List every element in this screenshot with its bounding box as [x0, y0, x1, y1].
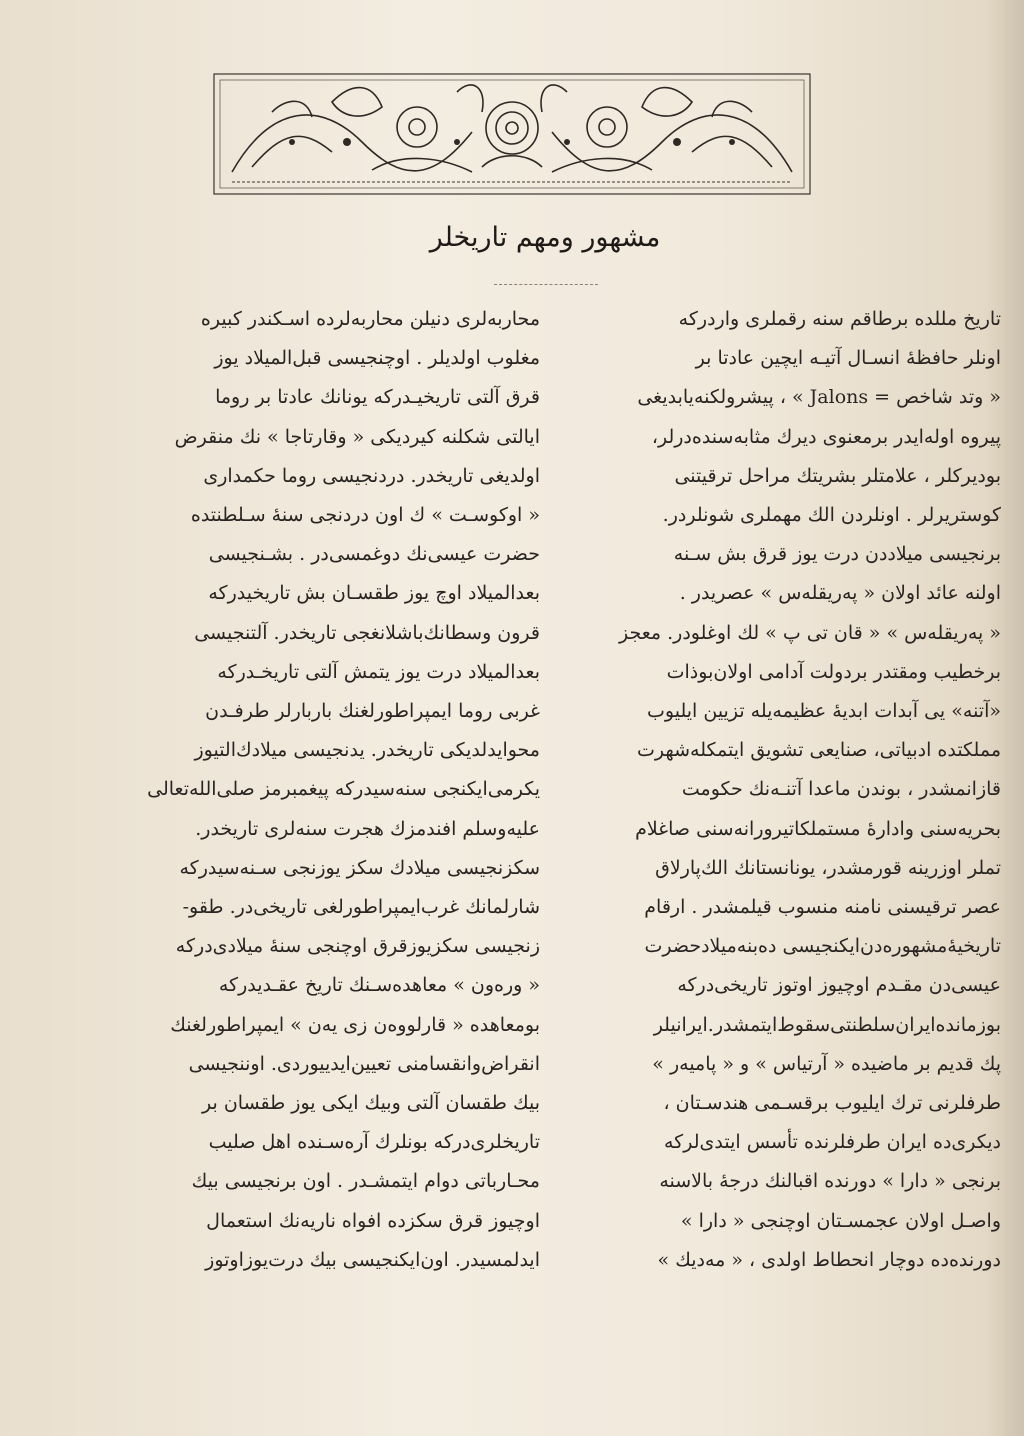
text-line: قازانمشدر ، بوندن ماعدا آتنـه‌نك حکومت — [681, 778, 1001, 801]
text-line: سکزنجیسی میلادك سکز یوزنجی سـنه‌سیدرکه — [179, 856, 540, 879]
text-line: مغلوب اولدیلر . اوچنجیسی قبل‌المیلاد یوز — [214, 347, 540, 370]
text-line: بعدالمیلاد درت یوز یتمش آلتی تاریخـدرکه — [217, 660, 540, 683]
text-line: حضرت عیسی‌نك دوغمسی‌در . بشـنجیسی — [208, 543, 540, 566]
text-line: انقراض‌وانقسامنی تعیین‌ایدییوردی. اوننجیسی — [188, 1052, 540, 1075]
text-line: زنجیسی سکزیوزقرق اوچنجی سنهٔ میلادی‌درکه — [175, 935, 540, 958]
text-line: عصر ترقیسنی نامنه منسوب قیلمشدر . ارقام — [644, 896, 1001, 919]
text-line: طرفلرنی ترك ایلیوب برقسـمی هندسـتان ، — [663, 1092, 1001, 1115]
text-line: تاریخیهٔ‌مشهوره‌دن‌ایکنجیسی ده‌بنه‌میلاد‌حضرت — [644, 935, 1001, 958]
text-line: بعدالمیلاد اوچ یوز طقسـان بش تاریخیدرکه — [208, 582, 540, 605]
text-line: مملکتده ادبیاتی، صنایعی تشویق ایتمکله‌شهرت — [636, 739, 1001, 762]
text-line: محاربه‌لری دنیلن محاربه‌لرده اسـکندر کبیره — [200, 308, 540, 330]
text-line: قرق آلتی تاریخیـدرکه یونانك عادتا بر روما — [215, 386, 540, 409]
text-line: اوچیوز قرق سکزده افواه ناریه‌نك استعمال — [206, 1209, 540, 1232]
text-line: « وتد شاخص = Jalons » ، پیشرولکنه‌یابدیغی — [637, 386, 1001, 409]
text-line: دورنده‌ده دوچار انحطاط اولدی ، « مەدیك » — [657, 1248, 1001, 1271]
text-line: یکرمی‌ایکنجی سنه‌سیدرکه پیغمبرمز صلی‌الله‌تعالی — [147, 778, 540, 801]
text-line: ایدلمسیدر. اون‌ایکنجیسی بیك درت‌یوزاوتوز — [205, 1248, 540, 1271]
text-line: پك قدیم بر ماضیده « آرتیاس » و « پامیەر » — [652, 1052, 1001, 1075]
text-line: تاریخلری‌درکه بونلرك آره‌سـنده اهل صلیب — [208, 1131, 540, 1154]
title-divider — [494, 284, 598, 287]
text-line: بیك طقسان آلتی وبیك ایکی یوز طقسان بر — [202, 1092, 540, 1115]
text-line: برنجیسی میلاددن درت یوز قرق بش سـنه — [673, 543, 1001, 566]
text-line: غربی روما ایمپراطورلغنك باربارلر طرفـدن — [205, 700, 540, 723]
decorative-header-ornament — [212, 72, 812, 196]
text-line: تاریخ مللده برطاقم سنه رقملری واردرکه — [678, 308, 1001, 330]
text-line: برنجی « دارا » دورنده اقبالنك درجهٔ بالاسنه — [659, 1170, 1001, 1193]
text-column-right — [596, 300, 1001, 1280]
text-line: اونلر حافظهٔ انسـال آتیـه ایچین عادتا بر — [695, 347, 1001, 370]
text-line: «آتنه» یی آبدات ابدیهٔ عظیمه‌یله تزیین ایلیوب — [647, 700, 1001, 723]
text-line: عیسی‌دن مقـدم اوچیوز اوتوز تاریخی‌درکه — [677, 974, 1001, 997]
text-line: محـارباتی دوام ایتمشـدر . اون برنجیسی بیك — [191, 1170, 540, 1193]
text-line: بحریه‌سنی وادارهٔ مستملکاتیرورانه‌سنی صاغلام — [635, 817, 1001, 840]
text-line: علیه‌وسلم افندمزك هجرت سنه‌لری تاریخدر. — [195, 817, 540, 840]
text-line: بودیرکلر ، علامتلر بشریتك مراحل ترقیتنی — [674, 464, 1001, 487]
text-line: قرون وسطانك‌باشلانغجی تاریخدر. آلتنجیسی — [194, 621, 540, 644]
text-line: بوزمانده‌ایران‌سلطنتی‌سقوط‌ایتمشدر.ایرانیلر — [653, 1013, 1001, 1036]
text-line: تملر اوزرینه قورمشدر، یونانستانك الك‌پارلاق — [655, 856, 1001, 879]
text-line: « ورەون » معاهده‌سـنك تاریخ عقـدیدرکه — [218, 974, 540, 997]
page-title: مشهور ومهم تاریخلر — [429, 222, 661, 253]
text-line: کوستریرلر . اونلردن الك مهملری شونلردر. — [662, 504, 1001, 527]
text-line: محوایدلدیکی تاریخدر. یدنجیسی میلادك‌التیوز — [194, 739, 540, 762]
text-line: « اوکوسـت » ك اون دردنجی سنهٔ سـلطنتده — [190, 504, 540, 527]
text-line: بومعاهده « قارلووەن زی یەن » ایمپراطورلغنك — [170, 1013, 540, 1036]
text-line: ایالتی شکلنه کیردیکی « وقارتاجا » نك منقرض — [174, 425, 540, 448]
text-line: دیکری‌ده ایران طرفلرنده تأسس ایتدی‌لرکه — [664, 1131, 1001, 1154]
text-line: اولدیغی تاریخدر. دردنجیسی روما حکمداری — [203, 464, 540, 487]
text-line: « پەریقلەس » « قان تی پ » لك اوغلودر. معجز — [618, 621, 1001, 644]
text-line: واصـل اولان عجمسـتان اوچنجی « دارا » — [680, 1209, 1001, 1232]
text-line: شارلمانك غرب‌ایمپراطورلغی تاریخی‌در. طقو- — [182, 896, 540, 919]
text-line: برخطیب ومقتدر بردولت آدامی اولان‌بوذات — [666, 660, 1001, 683]
text-line: پیروه اوله‌ایدر برمعنوی دیرك مثابه‌سنده‌درلر، — [651, 425, 1001, 448]
text-column-left — [135, 300, 540, 1280]
text-line: اولنه عائد اولان « پەریقلەس » عصریدر . — [679, 582, 1001, 605]
